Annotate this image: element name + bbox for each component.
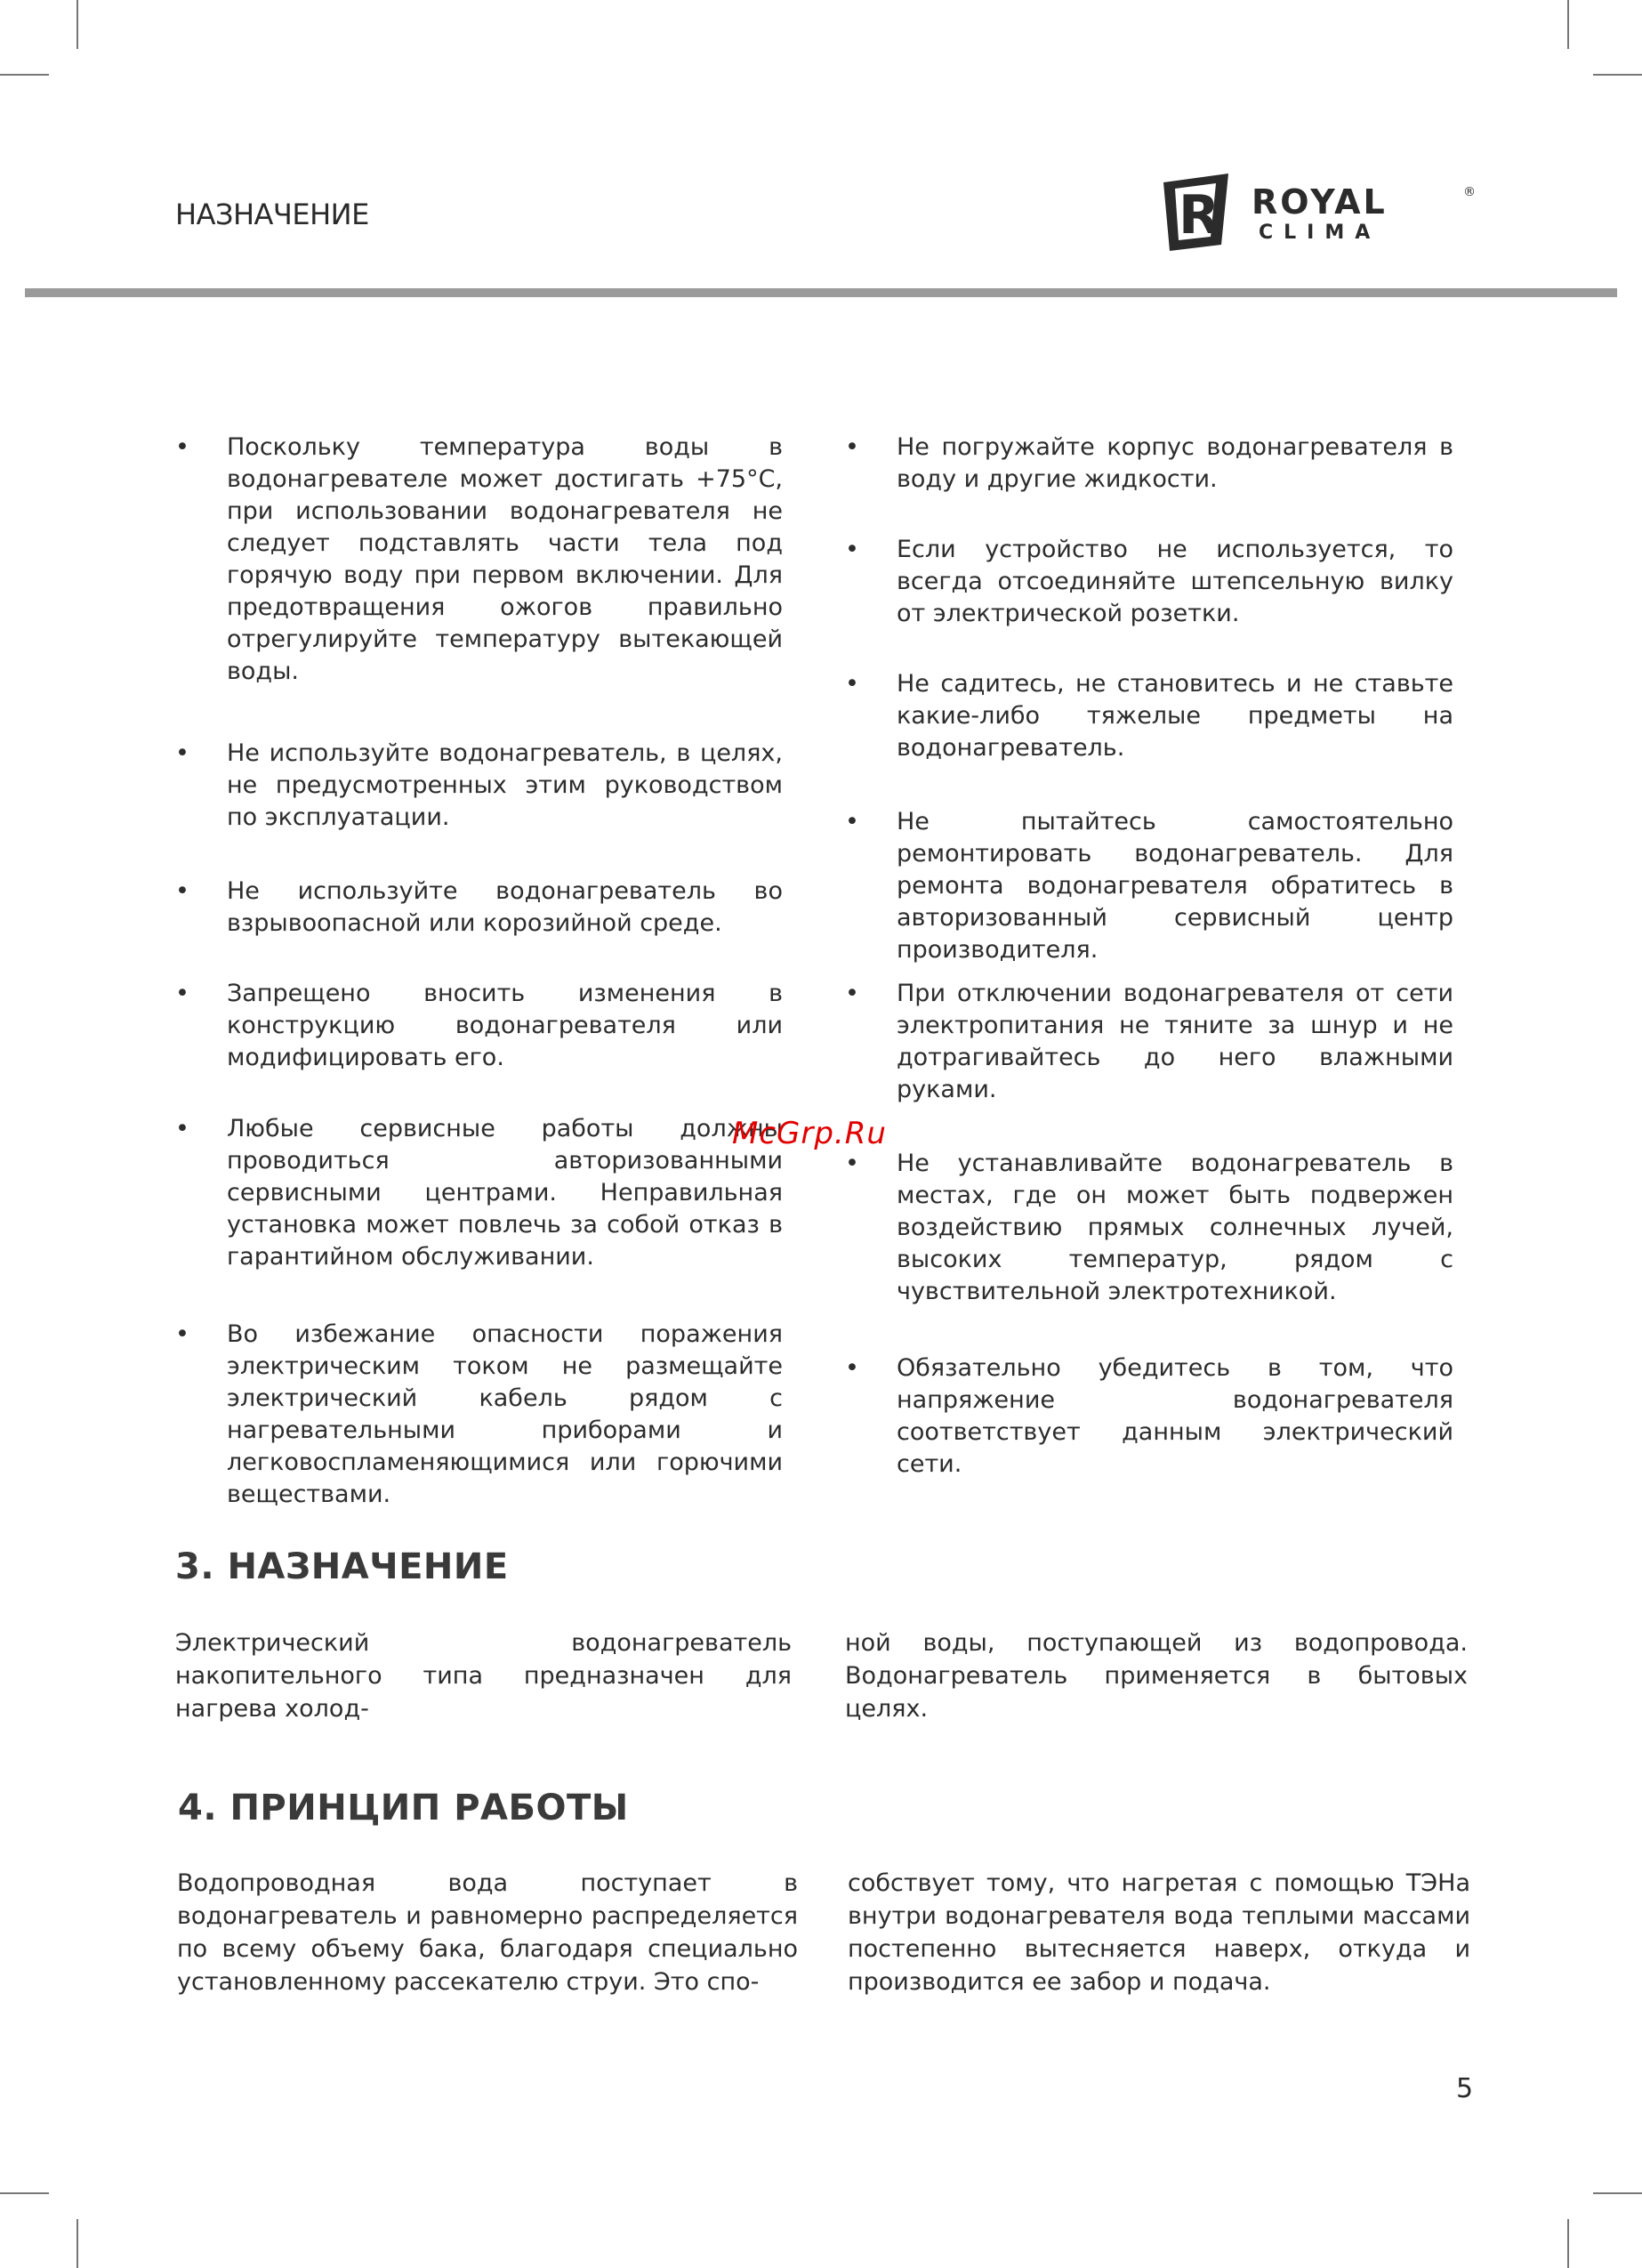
list-item — [845, 806, 1453, 966]
list-item — [845, 978, 1453, 1106]
logo-letter: R — [1179, 184, 1220, 246]
bullet-icon: • — [175, 1115, 189, 1142]
section-3-title: 3. НАЗНАЧЕНИЕ — [175, 1546, 509, 1587]
list-item-text: Не устанавливайте водонагреватель в местах, где он может быть подвержен воздействию прямых солнечных лучей, высоких температур, рядом с чувствительной электротехникой. — [897, 1150, 1453, 1305]
crop-mark — [0, 2192, 49, 2194]
section-3-text-left: Электрический водонагреватель накопительного типа предназначен для нагрева холод- — [175, 1629, 792, 1723]
list-item — [175, 432, 783, 688]
bullet-icon: • — [175, 433, 189, 461]
logo-text-royal: ROYAL — [1252, 182, 1388, 222]
list-item-text: Не пытайтесь самостоятельно ремонтировать водонагреватель. Для ремонта водонагревателя обратитесь в авторизованный сервисный центр производителя. — [897, 808, 1453, 964]
section-4-title: 4. ПРИНЦИП РАБОТЫ — [178, 1788, 629, 1828]
list-item — [845, 432, 1453, 496]
crop-mark — [1593, 2192, 1642, 2194]
header-divider — [25, 288, 1617, 297]
list-item — [175, 738, 783, 834]
list-item — [845, 1148, 1453, 1308]
list-item — [845, 1352, 1453, 1481]
list-item-text: Обязательно убедитесь в том, что напряжение водонагревателя соответствует данным электрический сети. — [897, 1354, 1453, 1478]
logo-icon — [1159, 169, 1488, 258]
bullet-icon: • — [845, 536, 859, 563]
bullet-icon: • — [845, 433, 859, 461]
list-item-text: При отключении водонагревателя от сети электропитания не тяните за шнур и не дотрагивайтесь до него влажными руками. — [897, 980, 1453, 1103]
page-number: 5 — [1456, 2073, 1474, 2104]
bullet-icon: • — [845, 808, 859, 835]
bullet-icon: • — [175, 980, 189, 1007]
list-item — [845, 534, 1453, 630]
list-item — [175, 1319, 783, 1511]
crop-mark — [1567, 2219, 1569, 2268]
list-item-text: Не садитесь, не становитесь и не ставьте какие-либо тяжелые предметы на водонагреватель. — [897, 670, 1453, 762]
crop-mark — [1567, 0, 1569, 49]
list-item — [175, 876, 783, 940]
bullet-icon: • — [175, 1320, 189, 1348]
crop-mark — [1593, 74, 1642, 76]
logo-registered: ® — [1463, 185, 1476, 199]
list-item-text: Не используйте водонагреватель во взрывоопасной или корозийной среде. — [227, 877, 783, 937]
list-item-text: Любые сервисные работы должны проводиться авторизованными сервисными центрами. Неправильная установка может повлечь за собой отказ в гарантийном обслуживании. — [227, 1115, 783, 1271]
bullet-icon: • — [845, 670, 859, 698]
bullet-icon: • — [175, 877, 189, 905]
list-item — [175, 978, 783, 1074]
section-4-text-right: собствует тому, что нагретая с помощью ТЭНа внутри водонагревателя вода теплыми массами постепенно вытесняется наверх, откуда и производится ее забор и подача. — [848, 1869, 1470, 1996]
crop-mark — [76, 0, 78, 49]
list-item-text: Поскольку температура воды в водонагревателе может достигать +75°С, при использовании водонагревателя не следует подставлять части тела под горячую воду при первом включении. Для предотвращения ожогов правильно отрегулируйте температуру вытекающей воды. — [227, 433, 783, 685]
list-item-text: Запрещено вносить изменения в конструкцию водонагревателя или модифицировать его. — [227, 980, 783, 1071]
bullet-icon: • — [845, 980, 859, 1007]
list-item-text: Если устройство не используется, то всегда отсоединяйте штепсельную вилку от электрической розетки. — [897, 536, 1453, 627]
list-item-text: Во избежание опасности поражения электрическим током не размещайте электрический кабель рядом с нагревательными приборами и легковоспламеняющимися или горючими веществами. — [227, 1320, 783, 1508]
header-section-title: НАЗНАЧЕНИЕ — [175, 198, 369, 231]
bullet-icon: • — [845, 1354, 859, 1382]
list-item — [845, 668, 1453, 764]
list-item-text: Не используйте водонагреватель, в целях, не предусмотренных этим руководством по эксплуатации. — [227, 739, 783, 831]
bullet-icon: • — [845, 1150, 859, 1177]
royal-clima-logo — [1159, 169, 1488, 258]
logo-text-clima: CLIMA — [1259, 222, 1381, 244]
section-3-text-right: ной воды, поступающей из водопровода. Водонагреватель применяется в бытовых целях. — [845, 1629, 1468, 1723]
crop-mark — [0, 74, 49, 76]
list-item-text: Не погружайте корпус водонагревателя в воду и другие жидкости. — [897, 433, 1453, 493]
section-4-text-left: Водопроводная вода поступает в водонагреватель и равномерно распределяется по всему объему бака, благодаря специально установленному рассекателю струи. Это спо- — [177, 1869, 798, 1996]
crop-mark — [76, 2219, 78, 2268]
list-item — [175, 1113, 783, 1273]
bullet-icon: • — [175, 739, 189, 767]
watermark: McGrp.Ru — [732, 1116, 887, 1151]
